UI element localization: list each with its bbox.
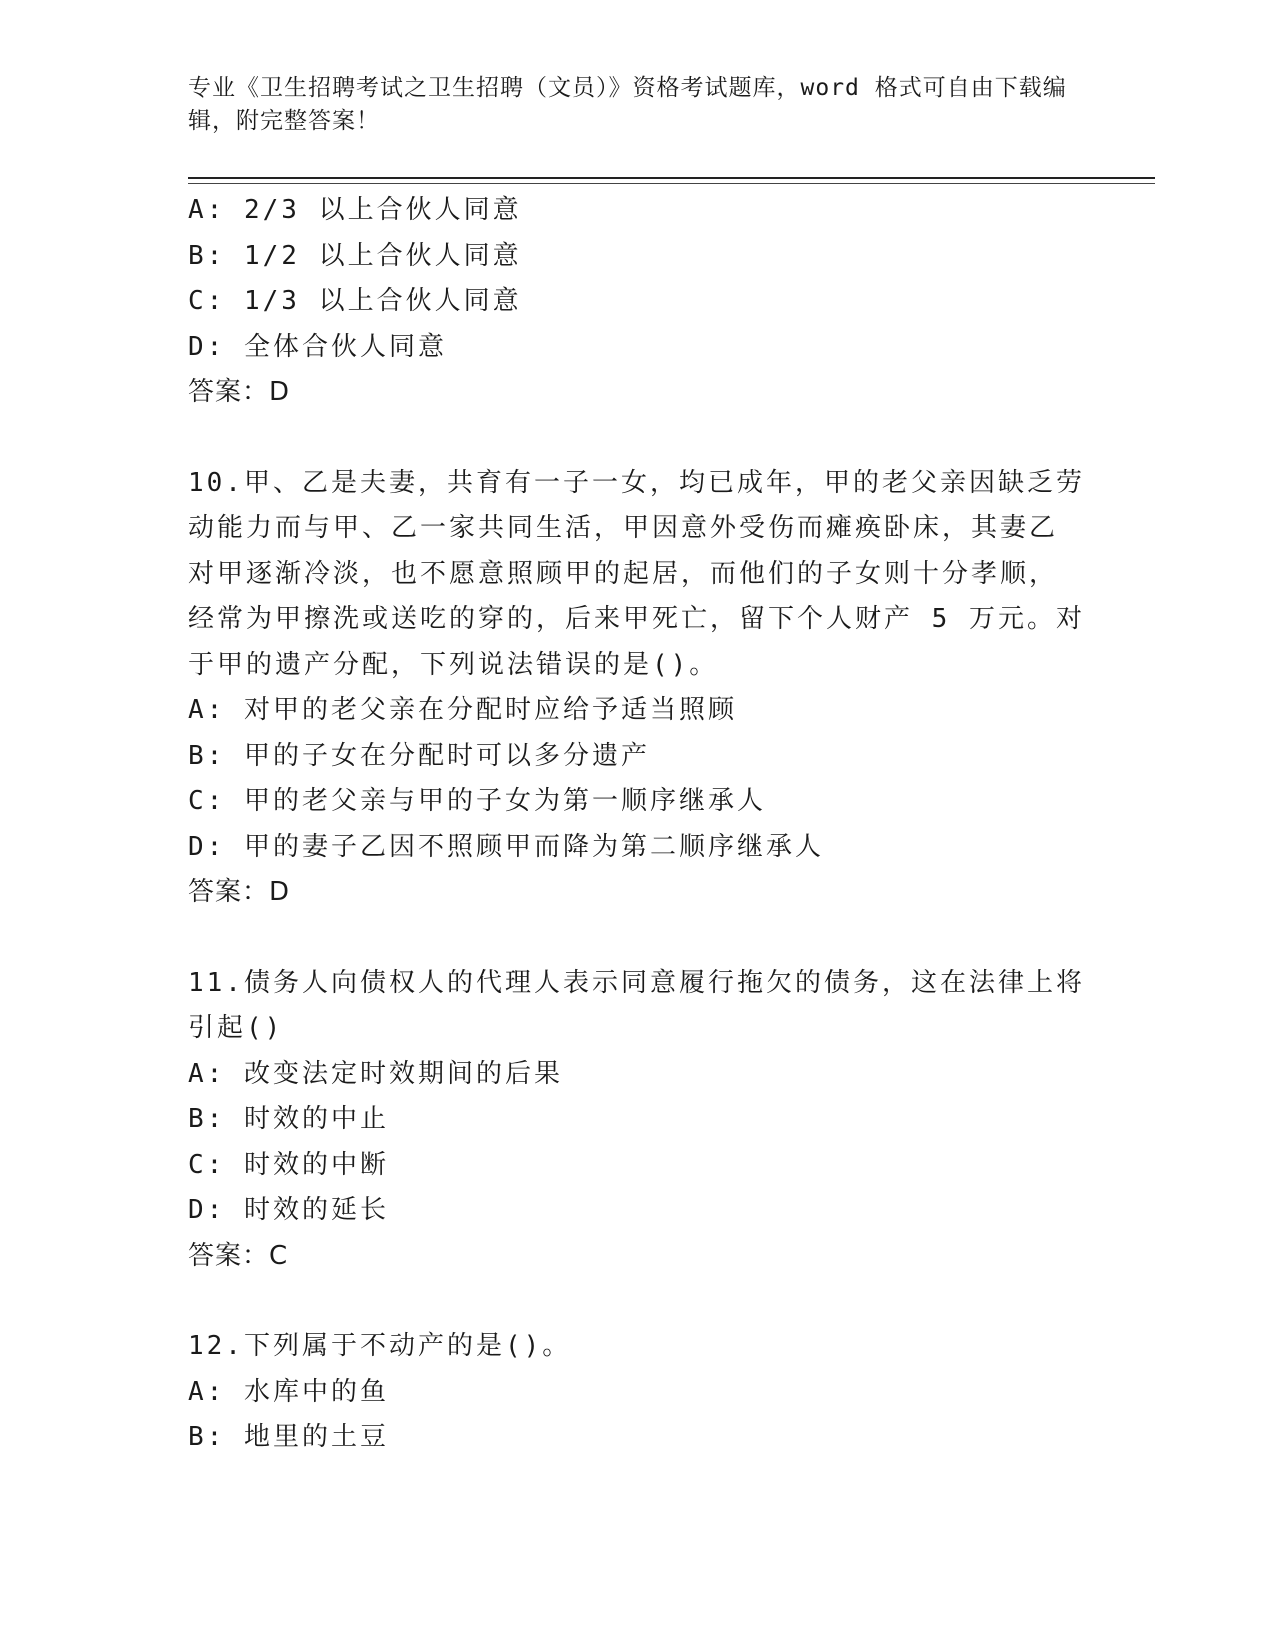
- option-d: D: 全体合伙人同意: [188, 331, 447, 362]
- question-block-11: [188, 961, 1088, 1280]
- spacer: [188, 1279, 1088, 1324]
- option-d: D: 时效的延长: [188, 1195, 389, 1225]
- option-c: C: 1/3 以上合伙人同意: [188, 286, 522, 316]
- option-a: A: 水库中的鱼: [188, 1376, 389, 1407]
- spacer: [188, 916, 1088, 961]
- document-header: 专业《卫生招聘考试之卫生招聘（文员）》资格考试题库，word 格式可自由下载编辑，附完整答案！: [188, 75, 1067, 134]
- answer-line: 答案：D: [188, 377, 291, 407]
- spacer: [188, 416, 1088, 461]
- question-stem: 12.下列属于不动产的是()。: [188, 1331, 572, 1361]
- option-a: A: 对甲的老父亲在分配时应给予适当照顾: [188, 695, 737, 725]
- answer-line: 答案：D: [188, 877, 291, 907]
- question-block-10: [188, 461, 1088, 916]
- option-a: A: 2/3 以上合伙人同意: [188, 195, 522, 225]
- question-block-prev: [188, 188, 1088, 416]
- question-stem: 10.甲、乙是夫妻，共育有一子一女，均已成年，甲的老父亲因缺乏劳 动能力而与甲、乙一家共同生活，甲因意外受伤而瘫痪卧床，其妻乙 对甲逐渐冷淡，也不愿意照顾甲的起居，而他们的子女则十分孝顺， 经常为甲擦洗或送吃的穿的，后来甲死亡，留下个人财产 5 万元。对 于甲的遗产分配，下列说法错误的是()。: [188, 467, 1085, 680]
- option-b: B: 时效的中止: [188, 1104, 389, 1134]
- option-b: B: 甲的子女在分配时可以多分遗产: [188, 740, 650, 771]
- option-b: B: 地里的土豆: [188, 1422, 389, 1452]
- header-divider-thick: [188, 177, 1155, 179]
- option-b: B: 1/2 以上合伙人同意: [188, 240, 522, 271]
- question-block-12: [188, 1324, 1088, 1461]
- option-c: C: 甲的老父亲与甲的子女为第一顺序继承人: [188, 786, 766, 816]
- option-a: A: 改变法定时效期间的后果: [188, 1058, 563, 1089]
- answer-line: 答案：C: [188, 1240, 289, 1271]
- header-divider-thin: [188, 183, 1155, 184]
- question-stem: 11.债务人向债权人的代理人表示同意履行拖欠的债务，这在法律上将 引起(): [188, 967, 1085, 1043]
- question-list: [188, 188, 1088, 1461]
- option-d: D: 甲的妻子乙因不照顾甲而降为第二顺序继承人: [188, 831, 824, 862]
- option-c: C: 时效的中断: [188, 1149, 389, 1180]
